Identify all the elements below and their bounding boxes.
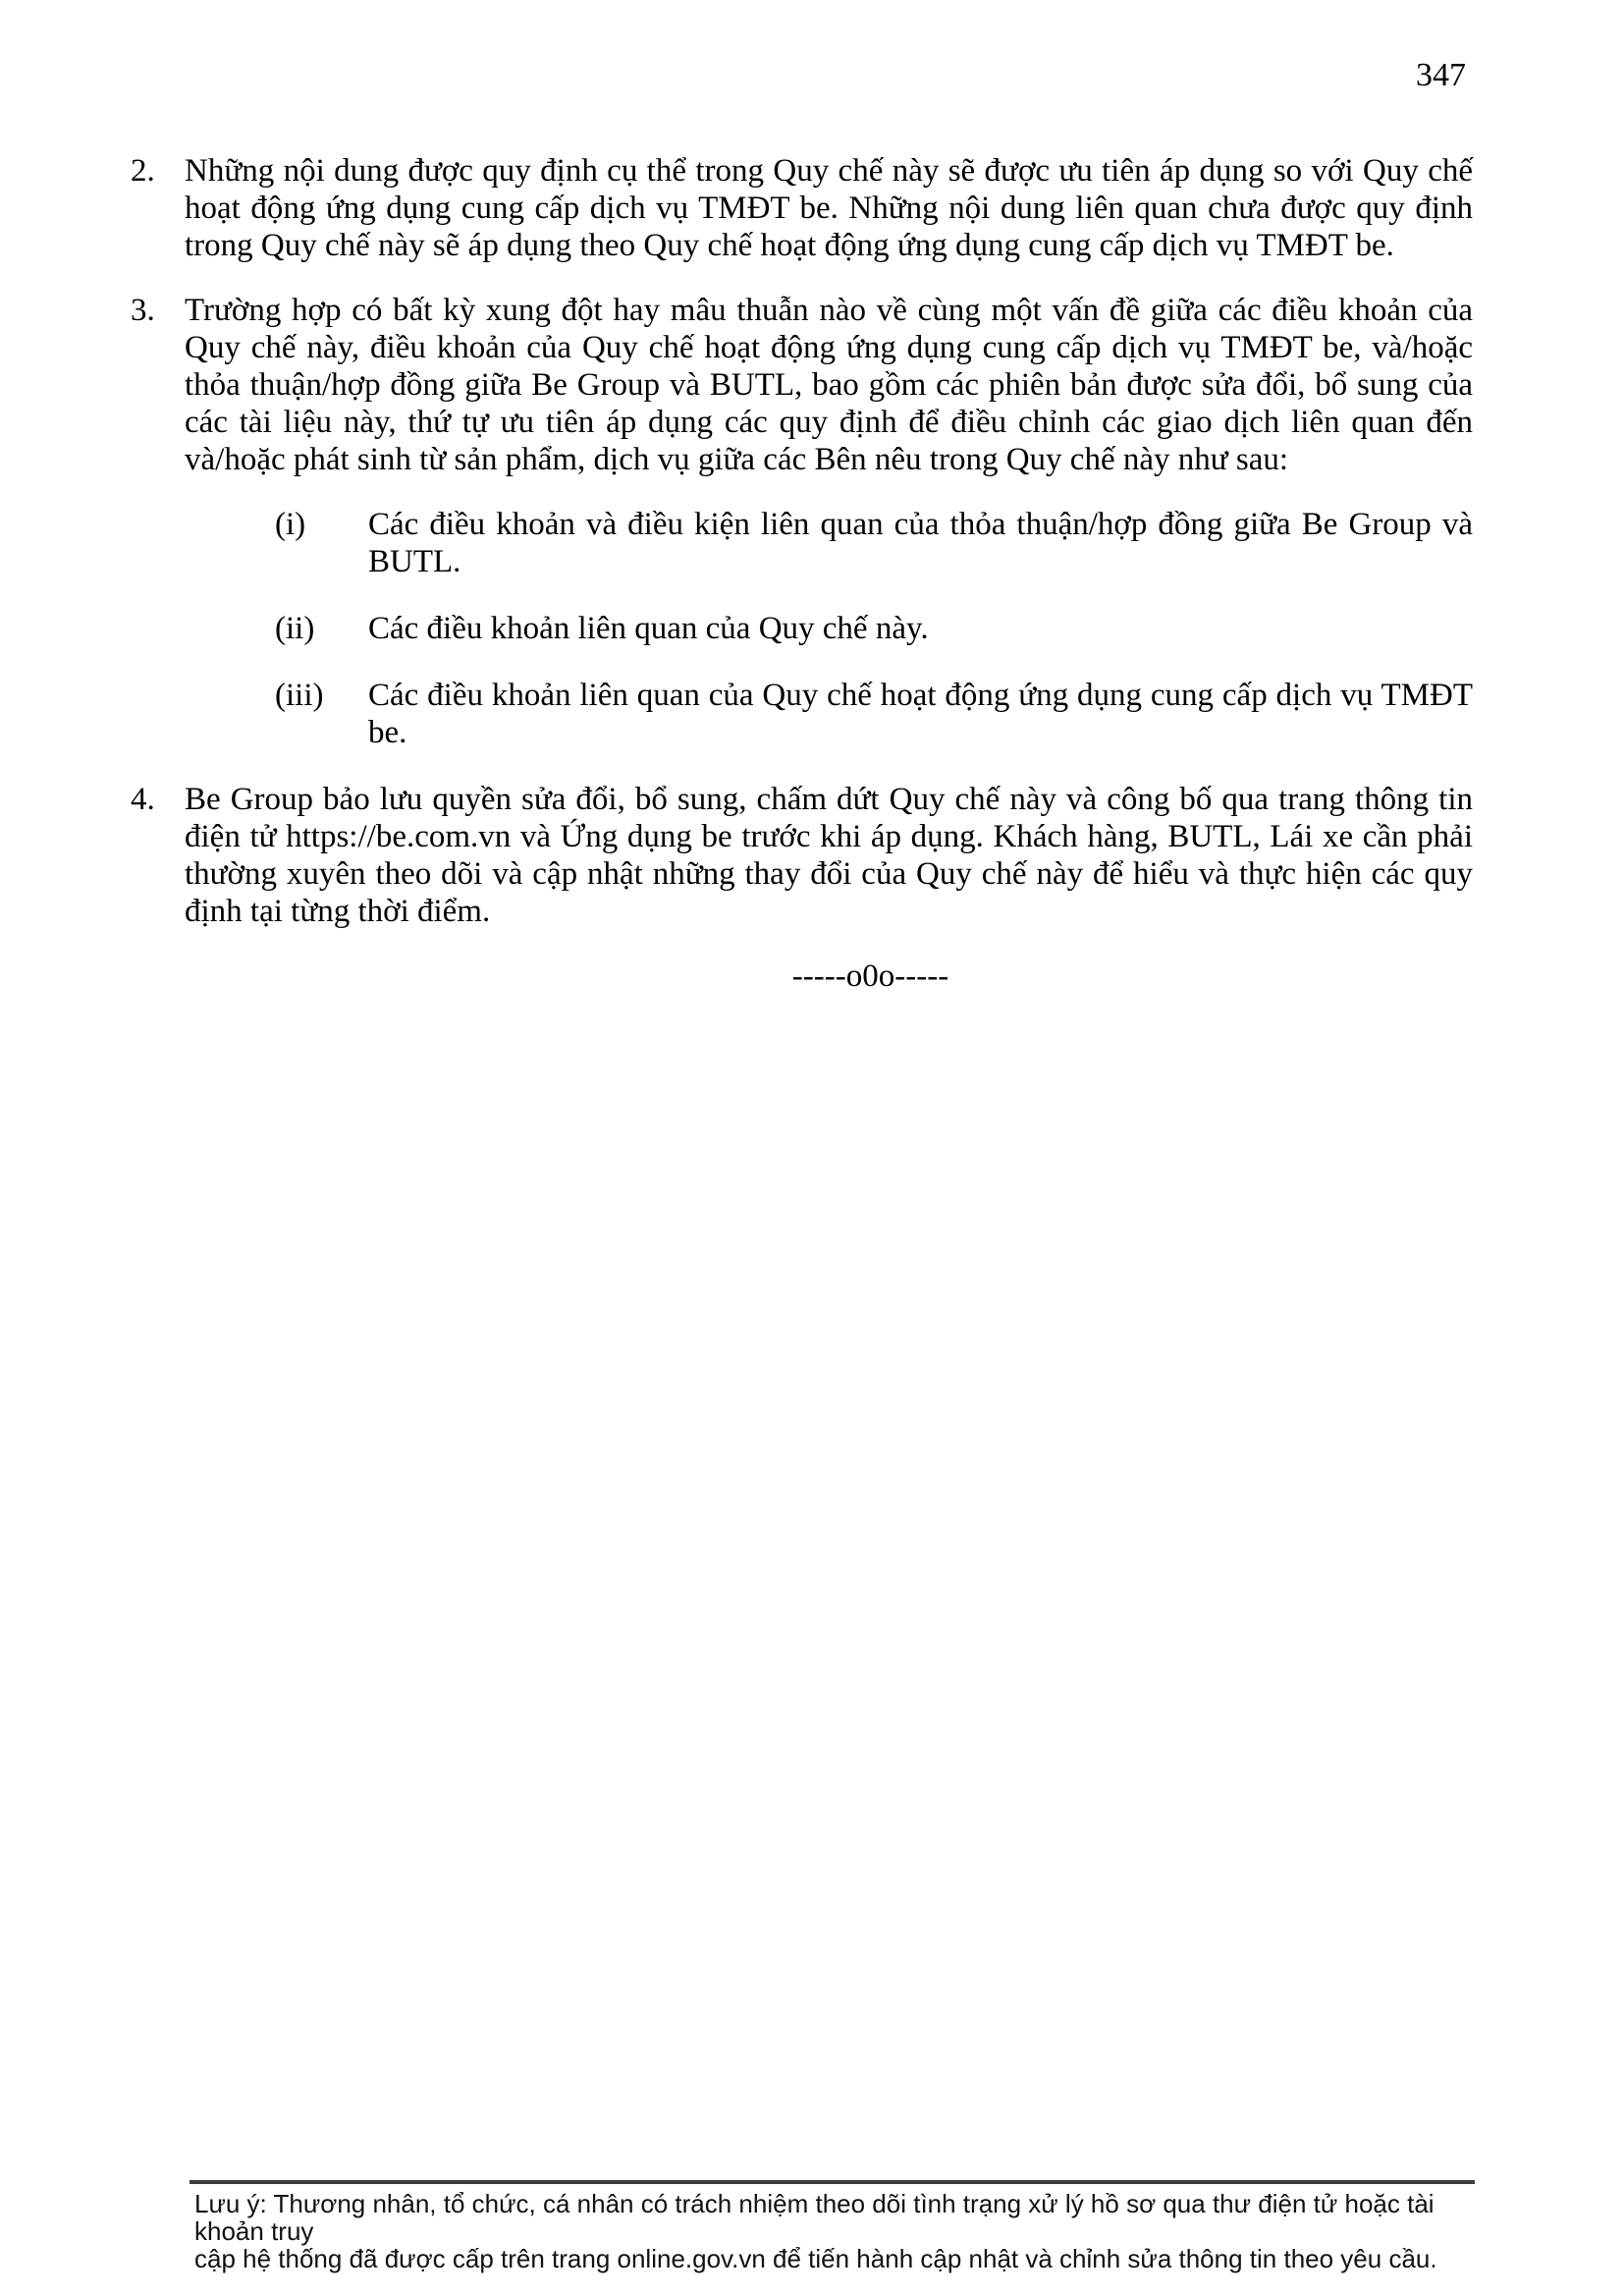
page-number: 347 <box>1416 57 1466 93</box>
paragraph-text: Những nội dung được quy định cụ thể trong Quy chế này sẽ được ưu tiên áp dụng so với Quy chế hoạt động ứng dụng cung cấp dịch vụ TMĐT be. Những nội dung liên quan chưa được quy định trong Quy chế này sẽ áp dụng theo Quy chế hoạt động ứng dụng cung cấp dịch vụ TMĐT be. <box>185 153 1473 263</box>
paragraph-text: Trường hợp có bất kỳ xung đột hay mâu thuẫn nào về cùng một vấn đề giữa các điều khoản của Quy chế này, điều khoản của Quy chế hoạt động ứng dụng cung cấp dịch vụ TMĐT be, và/hoặc thỏa thuận/hợp đồng giữa Be Group và BUTL, bao gồm các phiên bản được sửa đổi, bổ sung của các tài liệu này, thứ tự ưu tiên áp dụng các quy định để điều chỉnh các giao dịch liên quan đến và/hoặc phát sinh từ sản phẩm, dịch vụ giữa các Bên nêu trong Quy chế này như sau: <box>185 293 1473 477</box>
sub-item-iii <box>275 677 1473 751</box>
sub-item-marker: (i) <box>275 507 306 542</box>
paragraph-number: 2. <box>131 153 155 189</box>
section-end-separator: -----o0o----- <box>791 958 949 994</box>
sub-item-ii <box>275 610 1473 647</box>
footer-note-line-1: Lưu ý: Thương nhân, tổ chức, cá nhân có trách nhiệm theo dõi tình trạng xử lý hồ sơ qua thư điện tử hoặc tài khoản truy <box>194 2189 1435 2246</box>
sub-item-marker: (ii) <box>275 611 315 646</box>
sub-item-marker: (iii) <box>275 678 324 713</box>
paragraph-number: 4. <box>131 782 155 817</box>
sub-item-text: Các điều khoản liên quan của Quy chế này. <box>368 611 929 646</box>
document-body <box>131 152 1473 995</box>
paragraph-number: 3. <box>131 293 155 328</box>
numbered-paragraph-2 <box>131 152 1473 264</box>
numbered-paragraph-3 <box>131 292 1473 478</box>
footer-divider <box>189 2180 1475 2184</box>
sub-item-i <box>275 506 1473 580</box>
numbered-paragraph-4 <box>131 781 1473 930</box>
sub-item-text: Các điều khoản liên quan của Quy chế hoạt động ứng dụng cung cấp dịch vụ TMĐT be. <box>368 678 1473 750</box>
sub-item-text: Các điều khoản và điều kiện liên quan của thỏa thuận/hợp đồng giữa Be Group và BUTL. <box>368 507 1473 579</box>
paragraph-text: Be Group bảo lưu quyền sửa đổi, bổ sung, chấm dứt Quy chế này và công bố qua trang thông tin điện tử https://be.com.vn và Ứng dụng be trước khi áp dụng. Khách hàng, BUTL, Lái xe cần phải thường xuyên theo dõi và cập nhật những thay đổi của Quy chế này để hiểu và thực hiện các quy định tại từng thời điểm. <box>185 782 1473 929</box>
footer-note <box>194 2190 1477 2272</box>
footer-note-line-2: cập hệ thống đã được cấp trên trang online.gov.vn để tiến hành cập nhật và chỉnh sửa thông tin theo yêu cầu. <box>194 2244 1437 2273</box>
